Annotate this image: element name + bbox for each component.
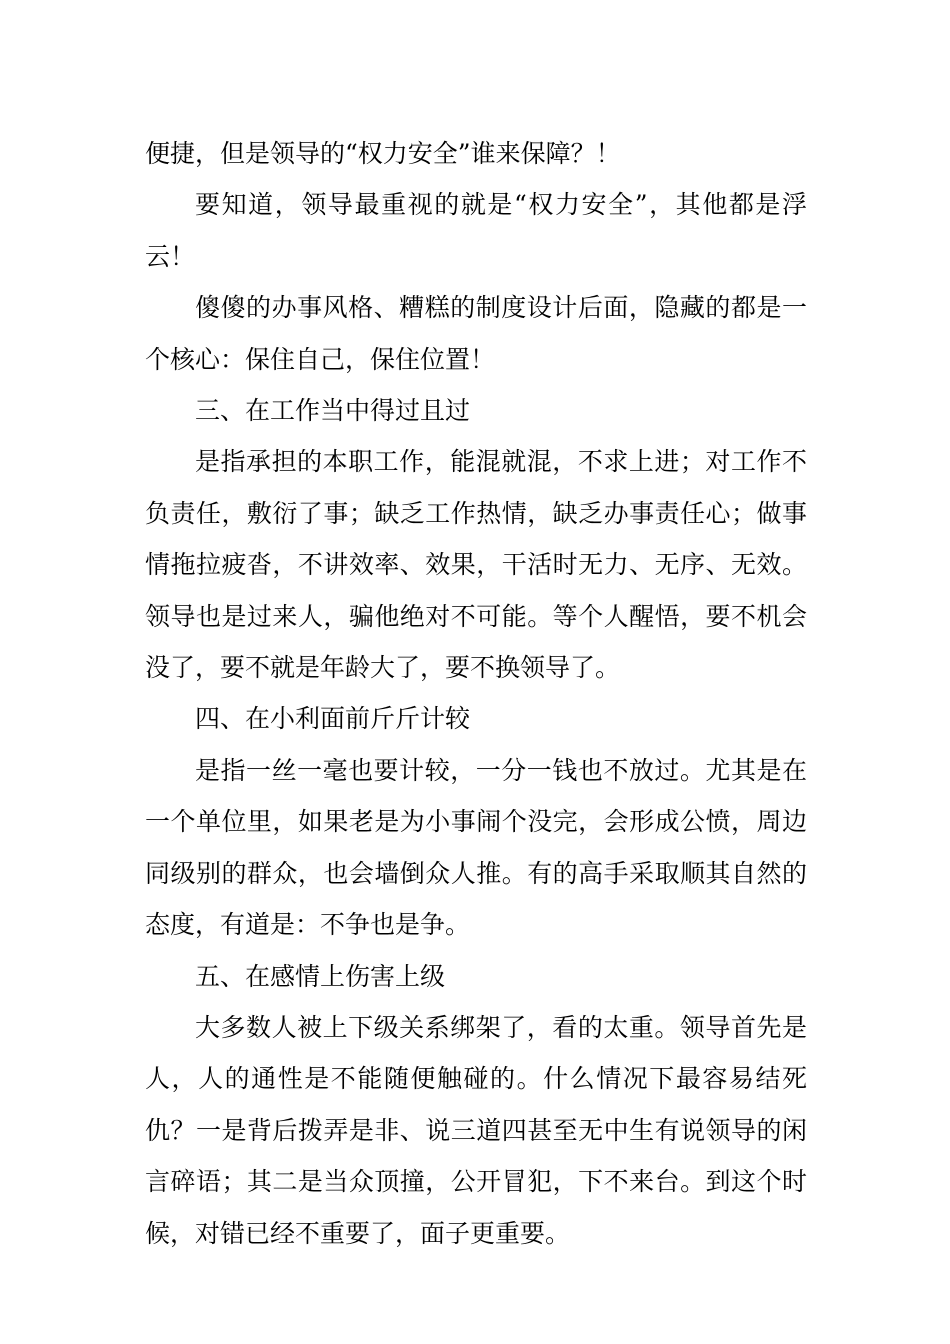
document-body: [145, 128, 807, 1259]
section-heading-4: 四、在小利面前斤斤计较: [195, 704, 471, 734]
paragraph-continuation: 便捷，但是领导的“权力安全”谁来保障？！: [145, 139, 621, 168]
section-heading-5: 五、在感情上伤害上级: [195, 961, 446, 991]
paragraph-power-security: 要知道，领导最重视的就是“权力安全”，其他都是浮云！: [145, 190, 807, 271]
paragraph-section-3-body: 是指承担的本职工作，能混就混，不求上进；对工作不负责任，敷衍了事；缺乏工作热情，缺乏办事责任心；做事情拖拉疲沓，不讲效率、效果，干活时无力、无序、无效。领导也是过来人，骗他绝对不可能。等个人醒悟，要不机会没了，要不就是年龄大了，要不换领导了。: [145, 447, 807, 683]
paragraph-core-protection: 傻傻的办事风格、糟糕的制度设计后面，隐藏的都是一个核心：保住自己，保住位置！: [145, 293, 807, 374]
paragraph-section-4-body: 是指一丝一毫也要计较，一分一钱也不放过。尤其是在一个单位里，如果老是为小事闹个没完，会形成公愤，周边同级别的群众，也会墙倒众人推。有的高手采取顺其自然的态度，有道是：不争也是争。: [145, 755, 807, 940]
section-heading-3: 三、在工作当中得过且过: [195, 396, 471, 426]
paragraph-section-5-body: 大多数人被上下级关系绑架了，看的太重。领导首先是人，人的通性是不能随便触碰的。什么情况下最容易结死仇？一是背后拨弄是非、说三道四甚至无中生有说领导的闲言碎语；其二是当众顶撞，公开冒犯，下不来台。到这个时候，对错已经不重要了，面子更重要。: [145, 1012, 807, 1248]
